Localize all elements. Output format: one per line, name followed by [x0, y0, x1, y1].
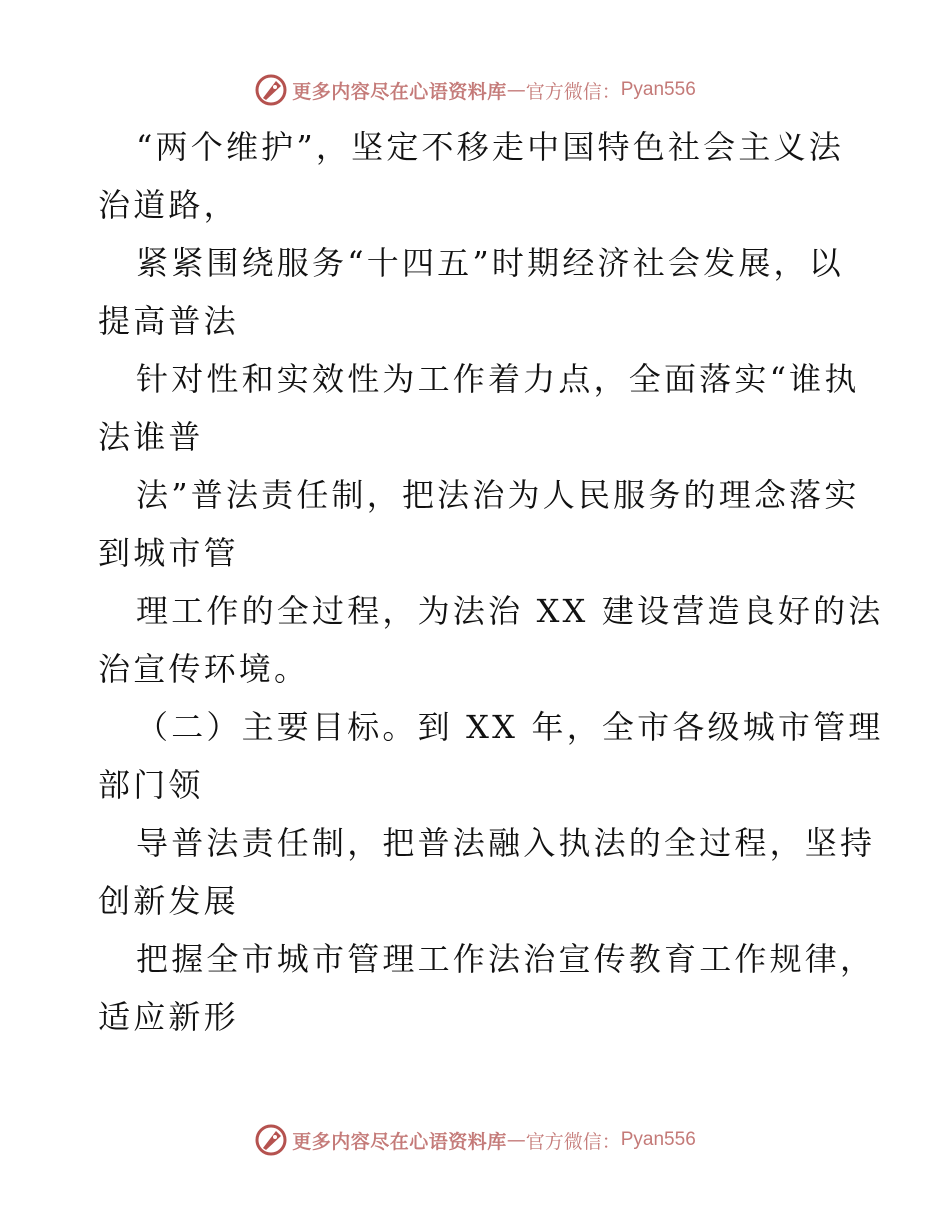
pen-nib-logo-icon	[254, 73, 288, 107]
paragraph-8	[98, 930, 876, 1046]
text-line: 部门领	[98, 766, 204, 804]
text-line: 到城市管	[98, 534, 239, 572]
banner-separator: —	[506, 1129, 526, 1151]
document-body	[98, 118, 884, 1046]
paragraph-6	[98, 698, 884, 814]
paragraph-2	[98, 234, 858, 350]
text-line: 把握全市城市管理工作法治宣传教育工作规律，	[136, 940, 876, 978]
banner-wechat-id: Pyan556	[620, 79, 696, 100]
text-line: 法”普法责任制，把法治为人民服务的理念落实	[136, 476, 860, 514]
pen-nib-logo-icon	[254, 1123, 288, 1157]
paragraph-5	[98, 582, 884, 698]
text-line: 针对性和实效性为工作着力点，全面落实“谁执	[136, 360, 860, 398]
text-line: （二）主要目标。到 XX 年，全市各级城市管理	[136, 708, 884, 746]
text-line: 理工作的全过程，为法治 XX 建设营造良好的法	[136, 592, 884, 630]
banner-separator: —	[506, 79, 526, 101]
header-watermark-banner	[0, 70, 950, 110]
text-line: “两个维护”，坚定不移走中国特色社会主义法	[136, 128, 844, 166]
text-line: 导普法责任制，把普法融入执法的全过程，坚持	[136, 824, 876, 862]
text-line: 治宣传环境。	[98, 650, 310, 688]
banner-site-text: 更多内容尽在心语资料库	[292, 1130, 507, 1153]
text-line: 创新发展	[98, 882, 239, 920]
text-line: 治道路，	[98, 186, 239, 224]
paragraph-7	[98, 814, 876, 930]
text-line: 适应新形	[98, 998, 239, 1036]
banner-site-text: 更多内容尽在心语资料库	[292, 80, 507, 103]
paragraph-3	[98, 350, 858, 466]
text-line: 法谁普	[98, 418, 204, 456]
paragraph-1	[98, 118, 858, 234]
banner-wechat-label: 官方微信：	[525, 1130, 621, 1153]
paragraph-4	[98, 466, 858, 582]
banner-wechat-id: Pyan556	[620, 1129, 696, 1150]
text-line: 提高普法	[98, 302, 239, 340]
text-line: 紧紧围绕服务“十四五”时期经济社会发展，以	[136, 244, 844, 282]
banner-wechat-label: 官方微信：	[525, 80, 621, 103]
footer-watermark-banner	[0, 1120, 950, 1160]
